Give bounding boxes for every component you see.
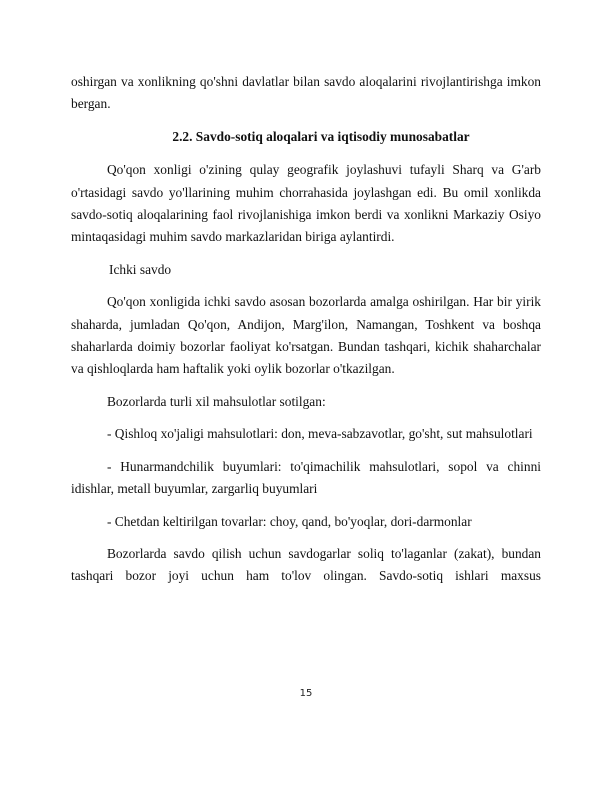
list-item-agriculture: - Qishloq xo'jaligi mahsulotlari: don, meva-sabzavotlar, go'sht, sut mahsulotlari <box>107 426 533 442</box>
page-number: 15 <box>299 688 313 699</box>
paragraph-products-intro: Bozorlarda turli xil mahsulotlar sotilgan: <box>107 393 326 409</box>
subheading-internal-trade: Ichki savdo <box>109 261 172 277</box>
section-heading: 2.2. Savdo-sotiq aloqalari va iqtisodiy munosabatlar <box>172 128 470 144</box>
paragraph-taxes: Bozorlarda savdo qilish uchun savdogarlar soliq to'laganlar (zakat), bundan tashqari bozor joyi uchun ham to'lov olingan. Savdo-sotiq ishlari maxsus <box>71 545 541 584</box>
document-page <box>71 71 541 598</box>
paragraph-geography: Qo'qon xonligi o'zining qulay geografik joylashuvi tufayli Sharq va G'arb o'rtasidagi savdo yo'llarining muhim chorrahasida joylashgan edi. Bu omil xonlikda savdo-sotiq aloqalarining faol rivojlanishiga imkon berdi va xonlikni Markaziy Osiyo mintaqasidagi muhim savdo markazlaridan biriga aylantirdi. <box>71 162 541 245</box>
list-item-crafts: - Hunarmandchilik buyumlari: to'qimachilik mahsulotlari, sopol va chinni idishlar, metall buyumlar, zargarliq buyumlari <box>71 458 541 497</box>
list-item-imports: - Chetdan keltirilgan tovarlar: choy, qand, bo'yoqlar, dori-darmonlar <box>107 513 472 529</box>
paragraph-continuation: oshirgan va xonlikning qo'shni davlatlar bilan savdo aloqalarini rivojlantirishga imkon bergan. <box>71 74 541 112</box>
paragraph-bazaars: Qo'qon xonligida ichki savdo asosan bozorlarda amalga oshirilgan. Har bir yirik shaharda, jumladan Qo'qon, Andijon, Marg'ilon, Namangan, Toshkent va boshqa shaharlarda doimiy bozorlar faoliyat ko'rsatgan. Bundan tashqari, kichik shaharchalar va qishloqlarda ham haftalik yoki oylik bozorlar o'tkazilgan. <box>71 294 541 377</box>
